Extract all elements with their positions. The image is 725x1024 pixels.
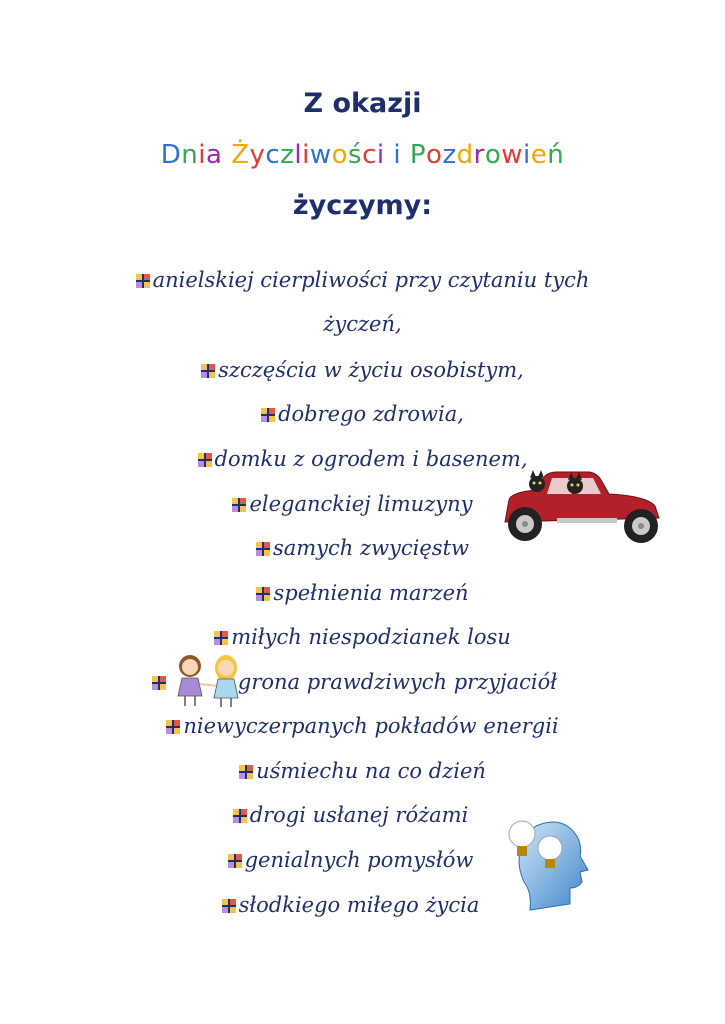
heading-letter: i [302,140,310,170]
wish-item: samych zwycięstw [0,536,725,560]
bullet-icon [232,498,246,512]
red-car-icon [497,470,663,546]
heading-letter: i [376,140,385,170]
heading-letter [401,140,410,170]
heading-letter: i [198,140,206,170]
wish-item: grona prawdziwych przyjaciół [237,670,558,694]
wish-item: miłych niespodzianek losu [0,625,725,649]
heading-line-1: Z okazji [303,88,422,119]
heading-letter: l [294,140,303,170]
heading-letter: c [265,140,281,170]
wish-item: uśmiechu na co dzień [0,759,725,783]
heading-letter: Ż [231,140,250,170]
bullet-icon [222,899,236,913]
bullet-icon [233,809,247,823]
heading-letter: o [331,140,349,170]
heading-letter: r [473,140,485,170]
bullet-icon [136,274,150,288]
wish-item: anielskiej cierpliwości przy czytaniu tych [0,268,725,292]
heading-letter: w [501,140,524,170]
bullet-icon [214,631,228,645]
bullet-icon [239,765,253,779]
heading-letter: w [309,140,332,170]
heading-letter: y [249,140,266,170]
wish-item-continuation: życzeń, [323,312,402,336]
head-lightbulb-icon [506,812,590,912]
heading-letter: d [456,140,474,170]
heading-letter: c [362,140,377,170]
wish-item: spełnienia marzeń [0,581,725,605]
wish-item: dobrego zdrowia, [0,402,725,426]
wish-item: niewyczerpanych pokładów energii [0,714,725,738]
bullet-icon [261,408,275,422]
heading-letter: i [393,140,402,170]
heading-letter: o [426,140,443,170]
wish-item: słodkiego miłego życia [0,893,713,917]
bullet-icon [256,587,270,601]
heading-letter: a [206,140,223,170]
heading-line-2 [0,140,725,170]
bullet-icon [166,720,180,734]
heading-letter: D [160,140,182,170]
heading-letter [385,140,394,170]
heading-letter: ś [348,140,363,170]
wish-item: drogi usłanej różami [0,803,713,827]
wish-item: domku z ogrodem i basenem, [0,447,725,471]
heading-letter: z [442,140,457,170]
wish-item: szczęścia w życiu osobistym, [0,358,725,382]
heading-letter: z [280,140,295,170]
heading-letter: P [409,140,427,170]
heading-letter: ń [547,140,565,170]
heading-letter: i [523,140,531,170]
bullet-icon [256,542,270,556]
bullet-icon [201,364,215,378]
heading-letter: e [530,140,548,170]
heading-letter: o [484,140,502,170]
heading-line-3: życzymy: [292,190,433,221]
wish-item: genialnych pomysłów [0,848,713,872]
bullet-icon [228,854,242,868]
bullet-icon [198,453,212,467]
heading-letter: n [181,140,199,170]
wish-item: eleganckiej limuzyny [0,492,715,516]
heading-letter [222,140,231,170]
